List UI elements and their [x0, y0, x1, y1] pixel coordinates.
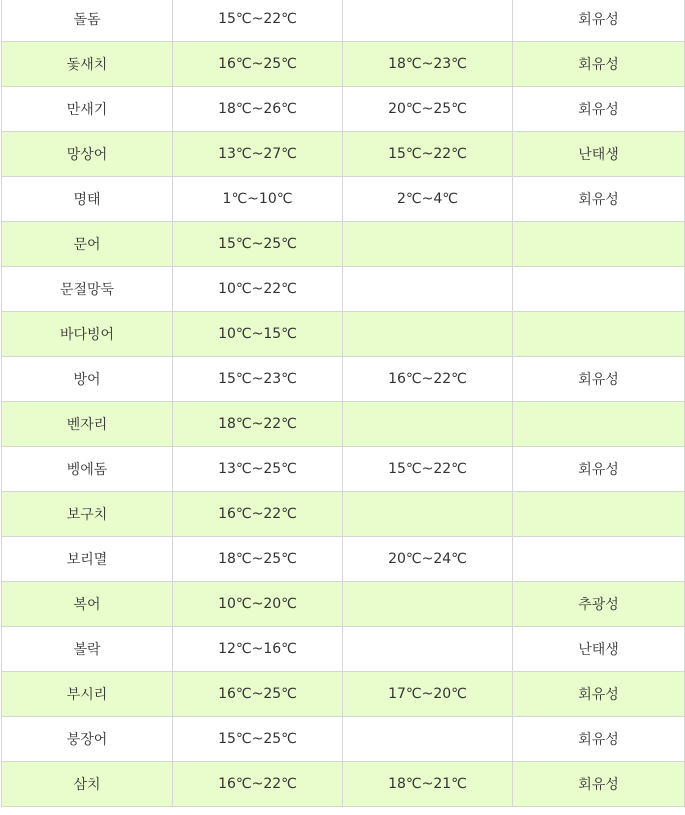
cell-temp-range: 15℃~23℃	[173, 357, 343, 402]
cell-temp-range: 12℃~16℃	[173, 627, 343, 672]
cell-optimal-range	[343, 627, 513, 672]
cell-habit-type: 회유성	[513, 87, 685, 132]
table-row	[2, 357, 685, 402]
table-row	[2, 762, 685, 807]
table-row	[2, 87, 685, 132]
cell-temp-range: 1℃~10℃	[173, 177, 343, 222]
table-row	[2, 492, 685, 537]
cell-temp-range: 15℃~25℃	[173, 222, 343, 267]
table-row	[2, 627, 685, 672]
cell-habit-type: 회유성	[513, 762, 685, 807]
cell-temp-range: 16℃~25℃	[173, 672, 343, 717]
cell-fish-name: 복어	[2, 582, 173, 627]
cell-optimal-range: 15℃~22℃	[343, 132, 513, 177]
cell-habit-type: 회유성	[513, 717, 685, 762]
cell-habit-type	[513, 402, 685, 447]
cell-habit-type: 회유성	[513, 672, 685, 717]
cell-temp-range: 18℃~22℃	[173, 402, 343, 447]
cell-fish-name: 명태	[2, 177, 173, 222]
cell-fish-name: 문절망둑	[2, 267, 173, 312]
cell-optimal-range	[343, 402, 513, 447]
cell-temp-range: 16℃~25℃	[173, 42, 343, 87]
cell-fish-name: 부시리	[2, 672, 173, 717]
table-row	[2, 537, 685, 582]
table-row	[2, 582, 685, 627]
cell-habit-type: 회유성	[513, 357, 685, 402]
fish-temperature-table-container	[1, 0, 684, 807]
table-row	[2, 42, 685, 87]
cell-habit-type: 회유성	[513, 177, 685, 222]
cell-fish-name: 붕장어	[2, 717, 173, 762]
cell-optimal-range: 20℃~24℃	[343, 537, 513, 582]
cell-optimal-range	[343, 312, 513, 357]
cell-temp-range: 13℃~27℃	[173, 132, 343, 177]
cell-optimal-range	[343, 0, 513, 42]
table-row	[2, 177, 685, 222]
table-row	[2, 222, 685, 267]
cell-habit-type: 추광성	[513, 582, 685, 627]
cell-temp-range: 16℃~22℃	[173, 762, 343, 807]
cell-habit-type: 회유성	[513, 447, 685, 492]
cell-habit-type	[513, 222, 685, 267]
cell-temp-range: 13℃~25℃	[173, 447, 343, 492]
cell-fish-name: 벤자리	[2, 402, 173, 447]
cell-optimal-range: 15℃~22℃	[343, 447, 513, 492]
cell-fish-name: 돛새치	[2, 42, 173, 87]
table-row	[2, 717, 685, 762]
cell-fish-name: 문어	[2, 222, 173, 267]
cell-habit-type	[513, 492, 685, 537]
cell-optimal-range: 17℃~20℃	[343, 672, 513, 717]
fish-temperature-table	[1, 0, 685, 807]
cell-habit-type	[513, 267, 685, 312]
cell-habit-type: 회유성	[513, 0, 685, 42]
cell-optimal-range: 18℃~21℃	[343, 762, 513, 807]
cell-fish-name: 바다빙어	[2, 312, 173, 357]
cell-temp-range: 16℃~22℃	[173, 492, 343, 537]
cell-temp-range: 15℃~25℃	[173, 717, 343, 762]
table-row	[2, 402, 685, 447]
cell-optimal-range	[343, 717, 513, 762]
cell-habit-type	[513, 312, 685, 357]
table-row	[2, 132, 685, 177]
cell-fish-name: 보리멸	[2, 537, 173, 582]
cell-temp-range: 10℃~22℃	[173, 267, 343, 312]
cell-optimal-range	[343, 222, 513, 267]
cell-optimal-range	[343, 492, 513, 537]
table-row	[2, 267, 685, 312]
cell-fish-name: 볼락	[2, 627, 173, 672]
cell-habit-type	[513, 537, 685, 582]
cell-habit-type: 난태생	[513, 132, 685, 177]
cell-temp-range: 18℃~26℃	[173, 87, 343, 132]
table-row	[2, 672, 685, 717]
cell-optimal-range	[343, 582, 513, 627]
cell-optimal-range: 16℃~22℃	[343, 357, 513, 402]
cell-habit-type: 난태생	[513, 627, 685, 672]
cell-temp-range: 15℃~22℃	[173, 0, 343, 42]
cell-fish-name: 방어	[2, 357, 173, 402]
cell-fish-name: 벵에돔	[2, 447, 173, 492]
cell-optimal-range: 2℃~4℃	[343, 177, 513, 222]
cell-fish-name: 만새기	[2, 87, 173, 132]
cell-temp-range: 10℃~20℃	[173, 582, 343, 627]
cell-habit-type: 회유성	[513, 42, 685, 87]
cell-fish-name: 돌돔	[2, 0, 173, 42]
cell-optimal-range: 20℃~25℃	[343, 87, 513, 132]
cell-optimal-range	[343, 267, 513, 312]
cell-fish-name: 보구치	[2, 492, 173, 537]
cell-temp-range: 18℃~25℃	[173, 537, 343, 582]
cell-optimal-range: 18℃~23℃	[343, 42, 513, 87]
cell-temp-range: 10℃~15℃	[173, 312, 343, 357]
table-row	[2, 312, 685, 357]
cell-fish-name: 삼치	[2, 762, 173, 807]
cell-fish-name: 망상어	[2, 132, 173, 177]
table-row	[2, 0, 685, 42]
table-row	[2, 447, 685, 492]
table-body	[2, 0, 685, 807]
